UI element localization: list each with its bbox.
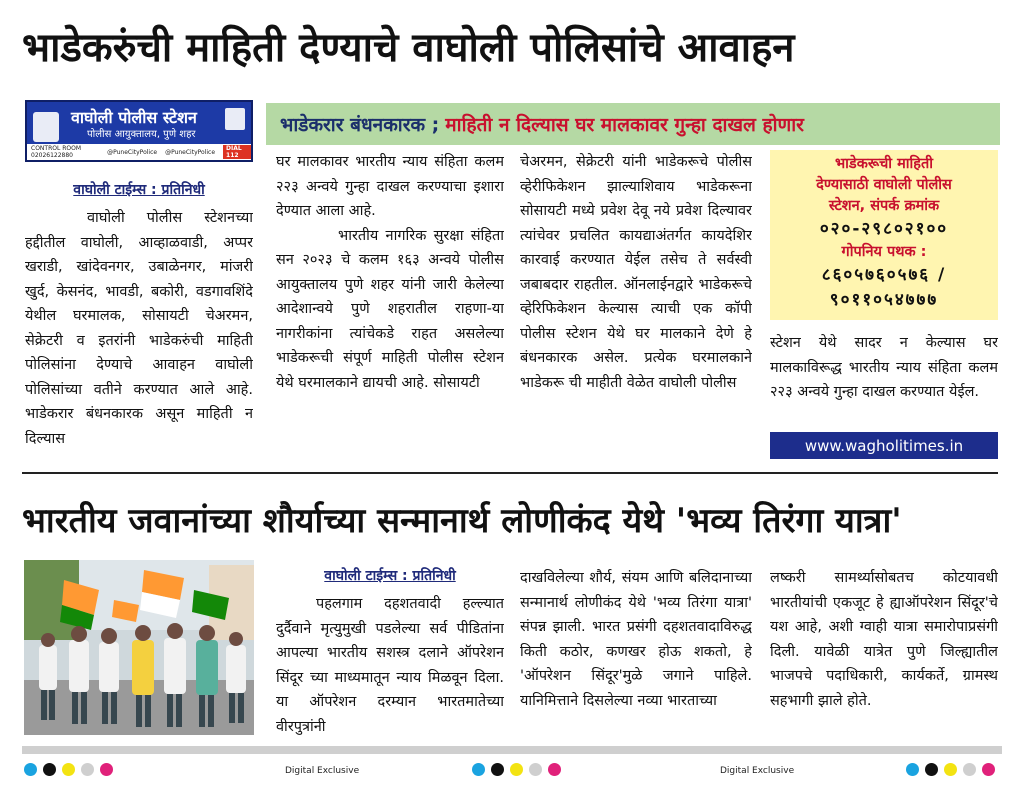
registration-dots-left — [24, 763, 113, 776]
banner-left-text: भाडेकरार बंधनकारक ; — [280, 114, 440, 136]
contact-phone: ०२०-२९८०२१०० — [819, 219, 949, 239]
registration-dot-black — [43, 763, 56, 776]
sign-dial-badge: DIAL 112 — [223, 145, 251, 159]
registration-dots-right — [906, 763, 995, 776]
article-2-column-3: दाखविलेल्या शौर्य, संयम आणि बलिदानाच्या सन्मानार्थ लोणीकंद येथे 'भव्य तिरंगा यात्रा' संपन्न झाली. भारत प्रसंगी दहशतवादाविरुद्ध किती कठोर, कणखर होऊ शकतो, हे 'ऑपरेशन सिंदूर'मुळे जगाने पाहिले. यानिमित्ताने दिसलेल्या नव्या भारताच्या — [520, 570, 752, 709]
police-station-sign-image — [25, 100, 253, 162]
article-1-column-1: वाघोली पोलीस स्टेशनच्या हद्दीतील वाघोली, आव्हाळवाडी, अप्पर खराडी, खांदेवनगर, उबाळेनगर, मांजरी खुर्द, केसनंद, भावडी, बकोरी, वडगावशिंदे येथील घरमालक, सोसायटी चेअरमन, सेक्रेटरी व इतरांनी भाडेकरुंची माहिती पोलिसांना देण्याचे आवाहन वाघोली पोलिसांच्या वतीने करण्यात आले आहे. भाडेकरार बंधनकारक असून माहिती न दिल्यास — [25, 210, 253, 447]
police-emblem-icon — [225, 108, 245, 130]
article-2-column-2: पहलगाम दहशतवादी हल्ल्यात दुर्दैवाने मृत्युमुखी पडलेल्या सर्व पीडितांना आपल्या भारतीय सशस्त्र दलाने ऑपरेशन सिंदूर च्या माध्यमातून न्याय मिळवून दिला. या ऑपरेशन दरम्यान भारतमातेच्या वीरपुत्रांनी — [276, 596, 504, 735]
headline-second: भारतीय जवानांच्या शौर्याच्या सन्मानार्थ लोणीकंद येथे 'भव्य तिरंगा यात्रा' — [22, 501, 902, 541]
sign-footer — [27, 144, 251, 160]
registration-dot-black — [925, 763, 938, 776]
article-1-column-2-para-1: घर मालकावर भारतीय न्याय संहिता कलम २२३ अन्वये गुन्हा दाखल करण्याचा इशारा देण्यात आला आहे. — [276, 154, 504, 219]
contact-line-2: देण्यासाठी वाघोली पोलीस — [816, 177, 952, 193]
sign-contact-twitter: @PuneCityPolice — [107, 148, 158, 156]
bottom-color-bar — [22, 746, 1002, 754]
website-link[interactable]: www.wagholitimes.in — [770, 432, 998, 459]
subheadline-banner — [266, 103, 1000, 145]
article-2-column-4: लष्करी सामर्थ्यासोबतच कोटयावधी भारतीयांची एकजूट हे ह्याऑपरेशन सिंदूर'चे यश आहे, अशी ग्वाही यात्रा समारोपाप्रसंगी दिली. यावेळी यात्रेत पुणे जिल्ह्यातील भाजपचे पदाधिकारी, कार्यकर्ते, ग्रामस्थ सहभागी झाले होते. — [770, 570, 998, 709]
article-1-column-2 — [276, 150, 504, 460]
article-1-byline: वाघोली टाईम्स : प्रतिनिधी — [73, 182, 205, 198]
rally-photo-illustration — [24, 560, 254, 735]
banner-right-text: माहिती न दिल्यास घर मालकावर गुन्हा दाखल होणार — [445, 114, 804, 136]
registration-dot-gray — [529, 763, 542, 776]
registration-dot-yellow — [944, 763, 957, 776]
article-1-column-4: स्टेशन येथे सादर न केल्यास घर मालकाविरूद्ध भारतीय न्याय संहिता कलम २२३ अन्वये गुन्हा दाखल करण्यात येईल. — [770, 335, 998, 400]
sign-title: वाघोली पोलीस स्टेशन — [71, 108, 197, 127]
contact-box — [770, 150, 998, 320]
contact-line-1: भाडेकरूची माहिती — [834, 156, 934, 172]
registration-dot-gray — [963, 763, 976, 776]
footer-tag-right: Digital Exclusive — [720, 766, 795, 776]
sign-contact-facebook: @PuneCityPolice — [165, 148, 216, 156]
registration-dot-black — [491, 763, 504, 776]
contact-label: गोपनिय पथक : — [841, 244, 927, 260]
registration-dot-magenta — [100, 763, 113, 776]
contact-number-1: ८६०५७६०५७६ / — [821, 265, 947, 285]
police-logo-icon — [33, 112, 59, 142]
contact-number-2: ९०११०५४७७७ — [829, 290, 939, 310]
article-1-column-3: चेअरमन, सेक्रेटरी यांनी भाडेकरूचे पोलीस व्हेरीफिकेशन झाल्याशिवाय भाडेकरूना सोसायटी मध्ये प्रवेश देवू नये प्रवेश दिल्यावर त्यांचेवर प्रचलित कायद्याअंतर्गत कायदेशिर कारवाई करण्यात येईल तसेच ते सर्वस्वी जबाबदार राहतील. ऑनलाईनद्वारे भाडेकरूचे व्हेरिफिकेशन केल्यास त्याची एक कॉपी पोलीस स्टेशन येथे घर मालकाने देणे हे बंधनकारक असेल. प्रत्येक घरमालकाने भाडेकरू ची माहीती वेळेत वाघोली पोलीस — [520, 154, 752, 391]
section-divider — [22, 472, 998, 474]
contact-line-3: स्टेशन, संपर्क क्रमांक — [828, 198, 940, 214]
sign-subtitle: पोलीस आयुक्तालय, पुणे शहर — [87, 129, 196, 140]
registration-dot-cyan — [906, 763, 919, 776]
registration-dot-yellow — [510, 763, 523, 776]
headline-main: भाडेकरुंची माहिती देण्याचे वाघोली पोलिसांचे आवाहन — [22, 25, 795, 71]
rally-photo — [24, 560, 254, 735]
registration-dot-magenta — [548, 763, 561, 776]
registration-dot-cyan — [24, 763, 37, 776]
registration-dot-gray — [81, 763, 94, 776]
registration-dot-cyan — [472, 763, 485, 776]
registration-dot-yellow — [62, 763, 75, 776]
sign-contact-control: CONTROL ROOM 02026122880 — [31, 145, 81, 159]
registration-dots-center — [472, 763, 561, 776]
article-1-column-2-para-2: भारतीय नागरिक सुरक्षा संहिता सन २०२३ चे कलम १६३ अन्वये पोलीस आयुक्तालय पुणे शहर यांनी जारी केलेल्या आदेशान्वये पुणे शहरातील राहणा-या नागरीकांना त्यांचेकडे राहत असलेल्या भाडेकरूची संपूर्ण माहिती पोलीस स्टेशन येथे घरमालकाने द्यायची आहे. सोसायटी — [276, 227, 504, 391]
registration-dot-magenta — [982, 763, 995, 776]
article-2-byline: वाघोली टाईम्स : प्रतिनिधी — [324, 568, 456, 584]
footer-tag-left: Digital Exclusive — [285, 766, 360, 776]
